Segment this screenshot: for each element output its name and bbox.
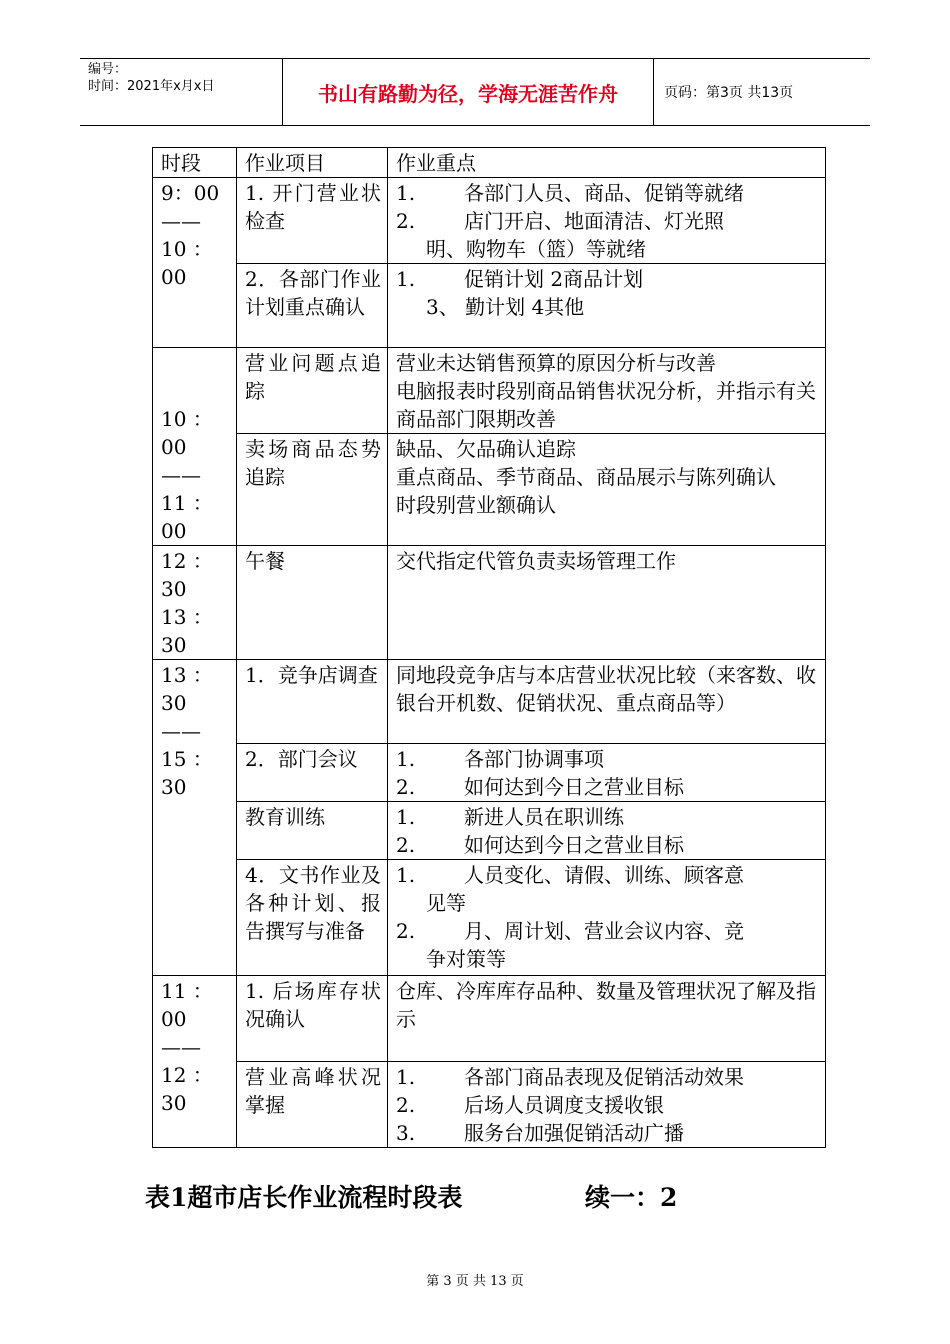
work-item-cell: 4．文书作业及各种计划、报告撰写与准备 xyxy=(237,860,388,976)
focus-line xyxy=(396,831,819,859)
focus-text: 如何达到今日之营业目标 xyxy=(464,833,684,857)
time-slot-line: 10 ： xyxy=(161,407,213,431)
focus-line xyxy=(396,377,819,433)
time-slot-line: 00 xyxy=(161,519,187,543)
work-item-cell: 2．各部门作业计划重点确认 xyxy=(237,264,388,348)
focus-line xyxy=(396,803,819,831)
header-motto: 书山有路勤为径，学海无涯苦作舟 xyxy=(318,81,618,106)
focus-text: 重点商品、季节商品、商品展示与陈列确认 xyxy=(396,465,776,489)
focus-text: 各部门协调事项 xyxy=(464,747,604,771)
time-slot-line: —— xyxy=(161,209,201,233)
time-slot-line: 9：00 xyxy=(161,181,220,205)
focus-text: 见等 xyxy=(426,891,466,915)
work-focus-cell xyxy=(388,660,826,744)
header-meta xyxy=(80,59,282,125)
focus-number: 1. xyxy=(396,181,416,205)
focus-number: 2. xyxy=(396,209,416,233)
focus-text: 促销计划 2商品计划 xyxy=(464,267,644,291)
focus-line xyxy=(396,1119,819,1147)
page-footer: 第 3 页 共 13 页 xyxy=(426,1274,524,1289)
focus-line xyxy=(396,889,819,917)
focus-line xyxy=(396,547,819,575)
work-item-cell: 1．竞争店调查 xyxy=(237,660,388,744)
time-slot-line: 11 ： xyxy=(161,979,213,1003)
work-focus-cell xyxy=(388,434,826,546)
focus-text: 月、周计划、营业会议内容、竞 xyxy=(464,919,744,943)
focus-line xyxy=(396,349,819,377)
focus-line xyxy=(396,491,819,519)
focus-line xyxy=(396,265,819,293)
focus-number: 2. xyxy=(396,775,416,799)
work-focus-cell xyxy=(388,546,826,660)
header-cell-time: 时段 xyxy=(153,148,237,178)
time-slot-line xyxy=(161,377,230,405)
time-label: 时间：2021年x月x日 xyxy=(88,79,215,94)
focus-text: 电脑报表时段别商品销售状况分析，并指示有关商品部门限期改善 xyxy=(396,379,816,431)
focus-text: 时段别营业额确认 xyxy=(396,493,556,517)
focus-text: 营业未达销售预算的原因分析与改善 xyxy=(396,351,716,375)
focus-text: 缺品、欠品确认追踪 xyxy=(396,437,576,461)
header-cell-focus: 作业重点 xyxy=(388,148,826,178)
table-row xyxy=(153,348,826,434)
work-item-cell: 营业高峰状况掌握 xyxy=(237,1062,388,1148)
table-row xyxy=(153,744,826,802)
table-row xyxy=(153,178,826,264)
focus-text: 各部门人员、商品、促销等就绪 xyxy=(464,181,744,205)
work-item-cell: 1. 后场库存状况确认 xyxy=(237,976,388,1062)
focus-number: 1. xyxy=(396,267,416,291)
time-slot-line: 00 xyxy=(161,435,187,459)
document-header xyxy=(80,58,870,126)
time-slot-line: —— xyxy=(161,1035,201,1059)
time-slot-line: —— xyxy=(161,719,201,743)
focus-text: 3、 勤计划 4其他 xyxy=(426,295,585,319)
work-item-cell: 2．部门会议 xyxy=(237,744,388,802)
time-slot-line: 00 xyxy=(161,265,187,289)
focus-line xyxy=(396,1063,819,1091)
focus-text: 后场人员调度支援收银 xyxy=(464,1093,664,1117)
focus-text: 明、购物车（篮）等就绪 xyxy=(426,237,646,261)
table-row xyxy=(153,976,826,1062)
time-slot-line: —— xyxy=(161,463,201,487)
focus-line xyxy=(396,773,819,801)
time-slot-line: 30 xyxy=(161,577,187,601)
work-focus-cell xyxy=(388,802,826,860)
work-focus-cell xyxy=(388,264,826,348)
focus-number: 2. xyxy=(396,1093,416,1117)
table-row xyxy=(153,802,826,860)
focus-number: 2. xyxy=(396,833,416,857)
table-header-row xyxy=(153,148,826,178)
table-row xyxy=(153,264,826,348)
caption-continued: 续一：2 xyxy=(585,1183,678,1212)
focus-number: 2. xyxy=(396,919,416,943)
focus-text: 服务台加强促销活动广播 xyxy=(464,1121,684,1145)
focus-line xyxy=(396,945,819,973)
focus-line xyxy=(396,745,819,773)
focus-text: 争对策等 xyxy=(426,947,506,971)
focus-line xyxy=(396,861,819,889)
table-row xyxy=(153,860,826,976)
time-slot-cell xyxy=(153,546,237,660)
table-row xyxy=(153,546,826,660)
focus-line xyxy=(396,463,819,491)
focus-line xyxy=(396,293,819,321)
focus-text: 各部门商品表现及促销活动效果 xyxy=(464,1065,744,1089)
work-focus-cell xyxy=(388,860,826,976)
time-slot-line: 13 ： xyxy=(161,663,213,687)
time-slot-line xyxy=(161,349,230,377)
work-focus-cell xyxy=(388,178,826,264)
time-slot-line: 12 ： xyxy=(161,1063,213,1087)
time-slot-line: 30 xyxy=(161,775,187,799)
focus-number: 3. xyxy=(396,1121,416,1145)
time-slot-line: 10 ： xyxy=(161,237,213,261)
caption-title: 表1超市店长作业流程时段表 xyxy=(145,1183,463,1212)
time-slot-line: 30 xyxy=(161,691,187,715)
work-focus-cell xyxy=(388,976,826,1062)
focus-text: 如何达到今日之营业目标 xyxy=(464,775,684,799)
work-focus-cell xyxy=(388,1062,826,1148)
work-item-cell: 卖场商品态势追踪 xyxy=(237,434,388,546)
time-slot-line: 30 xyxy=(161,1091,187,1115)
table-row xyxy=(153,1062,826,1148)
focus-text: 店门开启、地面清洁、灯光照 xyxy=(464,209,724,233)
focus-text: 仓库、冷库库存品种、数量及管理状况了解及指示 xyxy=(396,979,816,1031)
focus-line xyxy=(396,917,819,945)
header-page-info: 页码：第3页 共13页 xyxy=(664,85,794,101)
focus-number: 1. xyxy=(396,805,416,829)
focus-line xyxy=(396,977,819,1033)
table-row xyxy=(153,660,826,744)
time-slot-line: 15 ： xyxy=(161,747,213,771)
focus-line xyxy=(396,435,819,463)
time-slot-line: 11 ： xyxy=(161,491,213,515)
time-slot-line: 12 ： xyxy=(161,549,213,573)
focus-text: 人员变化、请假、训练、顾客意 xyxy=(464,863,744,887)
work-item-cell: 午餐 xyxy=(237,546,388,660)
work-focus-cell xyxy=(388,744,826,802)
focus-number: 1. xyxy=(396,1065,416,1089)
time-slot-cell xyxy=(153,976,237,1148)
focus-number: 1. xyxy=(396,747,416,771)
work-item-cell: 教育训练 xyxy=(237,802,388,860)
time-slot-cell xyxy=(153,348,237,546)
time-slot-cell xyxy=(153,178,237,348)
time-slot-line: 13 ： xyxy=(161,605,213,629)
work-item-cell: 营业问题点追踪 xyxy=(237,348,388,434)
schedule-table xyxy=(152,147,826,1148)
time-slot-line: 00 xyxy=(161,1007,187,1031)
time-slot-line: 30 xyxy=(161,633,187,657)
focus-text: 新进人员在职训练 xyxy=(464,805,624,829)
table-caption xyxy=(145,1178,845,1214)
focus-line xyxy=(396,661,819,717)
focus-text: 交代指定代管负责卖场管理工作 xyxy=(396,549,676,573)
focus-line xyxy=(396,235,819,263)
focus-line xyxy=(396,1091,819,1119)
focus-number: 1. xyxy=(396,863,416,887)
time-slot-cell xyxy=(153,660,237,976)
focus-line xyxy=(396,179,819,207)
work-item-cell: 1. 开门营业状检查 xyxy=(237,178,388,264)
work-focus-cell xyxy=(388,348,826,434)
focus-line xyxy=(396,207,819,235)
table-row xyxy=(153,434,826,546)
number-label: 编号： xyxy=(88,62,128,77)
header-cell-item: 作业项目 xyxy=(237,148,388,178)
focus-text: 同地段竞争店与本店营业状况比较（来客数、收银台开机数、促销状况、重点商品等） xyxy=(396,663,816,715)
